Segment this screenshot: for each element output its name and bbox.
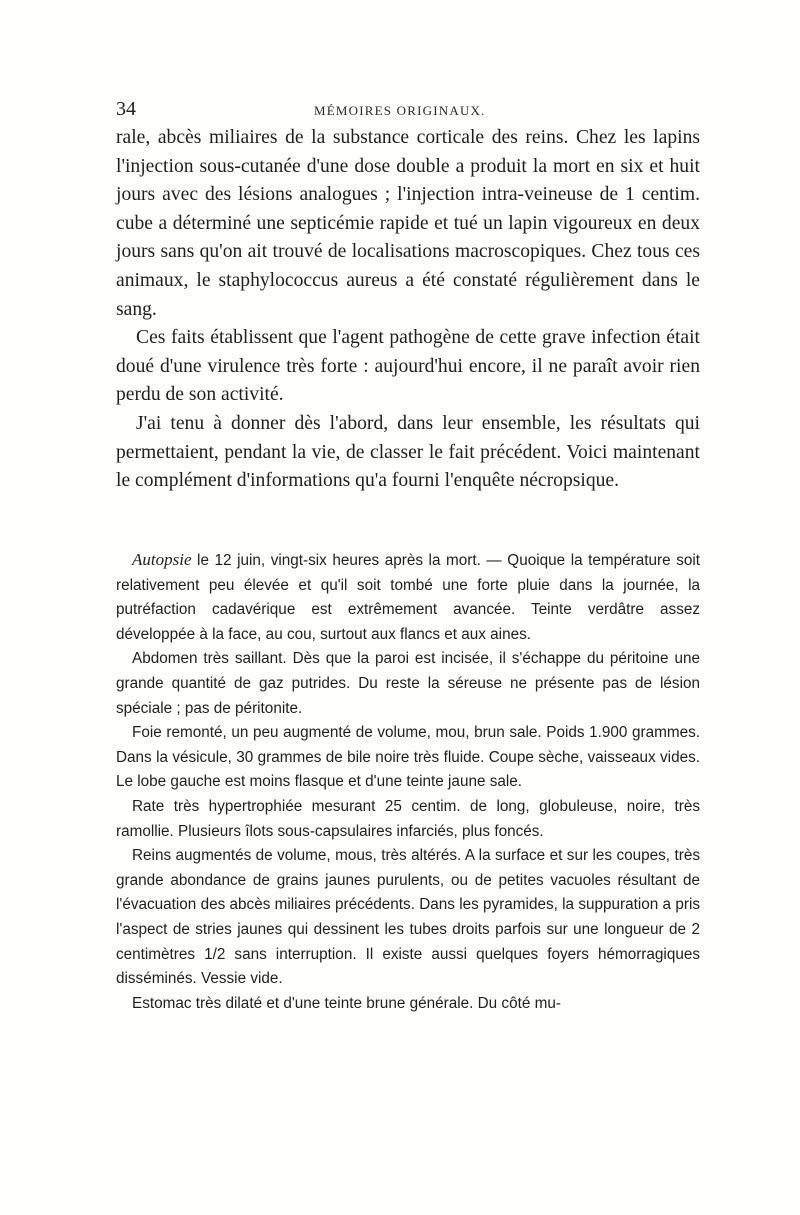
kidneys-paragraph: Reins augmentés de volume, mous, très altérés. A la surface et sur les coupes, très grande abondance de grains jaunes purulents, ou de petites vacuoles résultant de l'évacuation des abcès miliaires précédents. Dans les pyramides, la suppuration a pris l'aspect de stries jaunes qui dessinent les tubes droits parfois sur une longueur de 2 centimètres 1/2 sans interruption. Il existe aussi quelques foyers hémorragiques disséminés. Vessie vide. [116, 847, 700, 988]
paragraph-virulence: Ces faits établissent que l'agent pathogène de cette grave infection était doué d'une virulence très forte : aujourd'hui encore, il ne paraît avoir rien perdu de son activité. [116, 327, 700, 406]
main-text [116, 124, 700, 496]
autopsy-label: Autopsie [132, 550, 192, 569]
abdomen-paragraph: Abdomen très saillant. Dès que la paroi est incisée, il s'échappe du péritoine une grande quantité de gaz putrides. Du reste la séreuse ne présente pas de lésion spéciale ; pas de péritonite. [116, 650, 700, 717]
paragraph-continuation: rale, abcès miliaires de la substance corticale des reins. Chez les lapins l'injection sous-cutanée d'une dose double a produit la mort en six et huit jours avec des lésions analogues ; l'injection intra-veineuse de 1 centim. cube a déterminé une septicémie rapide et tué un lapin vigoureux en deux jours sans qu'on ait trouvé de localisations macroscopiques. Chez tous ces animaux, le staphylococcus aureus a été constaté régulièrement dans le sang. [116, 127, 700, 320]
spleen-paragraph: Rate très hypertrophiée mesurant 25 centim. de long, globuleuse, noire, très ramollie. Plusieurs îlots sous-capsulaires infarciés, plus foncés. [116, 797, 700, 840]
page-header [116, 98, 700, 124]
liver-paragraph: Foie remonté, un peu augmenté de volume, mou, brun sale. Poids 1.900 grammes. Dans la vésicule, 30 grammes de bile noire très fluide. Coupe sèche, vaisseaux vides. Le lobe gauche est moins flasque et d'une teinte jaune sale. [116, 724, 700, 791]
running-title: MÉMOIRES ORIGINAUX. [314, 103, 486, 118]
autopsy-notes [116, 548, 700, 1016]
stomach-paragraph: Estomac très dilaté et d'une teinte brune générale. Du côté mu- [132, 994, 561, 1012]
autopsy-intro-paragraph [116, 548, 700, 647]
paragraph-transition: J'ai tenu à donner dès l'abord, dans leur ensemble, les résultats qui permettaient, pendant la vie, de classer le fait précédent. Voici maintenant le complément d'informations qu'a fourni l'enquête nécropsique. [116, 412, 700, 492]
page-number: 34 [116, 98, 136, 120]
autopsy-intro-text: le 12 juin, vingt-six heures après la mort. — Quoique la température soit relativement peu élevée et qu'il soit tombé une forte pluie dans la journée, la putréfaction cadavérique est extrêmement avancée. Teinte verdâtre assez développée à la face, au cou, surtout aux flancs et aux aines. [116, 552, 700, 643]
